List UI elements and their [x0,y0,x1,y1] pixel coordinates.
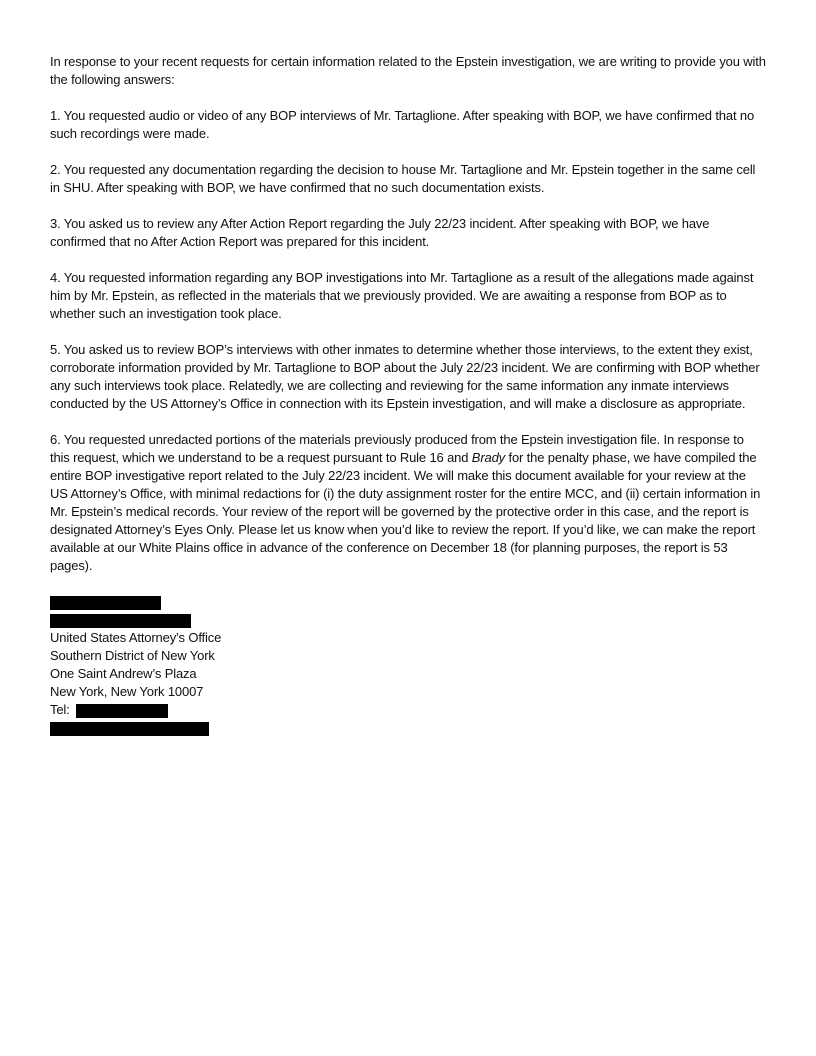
signature-tel-line [50,701,766,719]
item-3-paragraph: 3. You asked us to review any After Action Report regarding the July 22/23 incident. After speaking with BOP, we have confirmed that no After Action Report was prepared for this incident. [50,216,710,249]
intro-paragraph: In response to your recent requests for certain information related to the Epstein investigation, we are writing to provide you with the following answers: [50,54,766,87]
redaction-bar [50,722,209,736]
item-5-paragraph: 5. You asked us to review BOP’s interviews with other inmates to determine whether those interviews, to the extent they exist, corroborate information provided by Mr. Tartaglione to BOP about the July 22/23 incident. We are confirming with BOP whether any such interviews took place. Relatedly, we are collecting and reviewing for the same information any inmate interviews conducted by the US Attorney’s Office in connection with its Epstein investigation, and will make a disclosure as appropriate. [50,342,760,411]
item-1-paragraph: 1. You requested audio or video of any BOP interviews of Mr. Tartaglione. After speaking with BOP, we have confirmed that no such recordings were made. [50,108,755,141]
redaction-bar [50,614,191,628]
item-4-paragraph: 4. You requested information regarding any BOP investigations into Mr. Tartaglione as a result of the allegations made against him by Mr. Epstein, as reflected in the materials that we previously provided. We are awaiting a response from BOP as to whether such an investigation took place. [50,270,754,321]
item-6-text-end: for the penalty phase, we have compiled the entire BOP investigative report related to the July 22/23 incident. We will make this document available for your review at the US Attorney’s Office, with minimal redactions for (i) the duty assignment roster for the entire MCC, and (ii) certain information in Mr. Epstein’s medical records. Your review of the report will be governed by the protective order in this case, and the report is designated Attorney’s Eyes Only. Please let us know when you’d like to review the report. If you’d like, we can make the report available at our White Plains office in advance of the conference on December 18 (for planning purposes, the report is 53 pages). [50,450,761,573]
item-6-paragraph [50,431,766,575]
signature-name-line [50,593,766,611]
signature-block [50,593,766,737]
redaction-bar [76,704,168,718]
item-6-italic-term: Brady [471,450,506,465]
signature-district: Southern District of New York [50,648,215,663]
tel-label: Tel: [50,702,70,717]
signature-title-line [50,611,766,629]
redaction-bar [50,596,161,610]
signature-email-line [50,719,766,737]
signature-office: United States Attorney’s Office [50,630,222,645]
item-6-text-start: 6. You requested unredacted portions of the materials previously produced from the Epstein investigation file. In response to this request, which we understand to be a request pursuant to Rule 16 and [50,432,744,465]
item-2-paragraph: 2. You requested any documentation regarding the decision to house Mr. Tartaglione and Mr. Epstein together in the same cell in SHU. After speaking with BOP, we have confirmed that no such documentation exists. [50,162,756,195]
signature-address: One Saint Andrew’s Plaza [50,666,197,681]
signature-city: New York, New York 10007 [50,684,204,699]
letter-body [50,53,766,737]
